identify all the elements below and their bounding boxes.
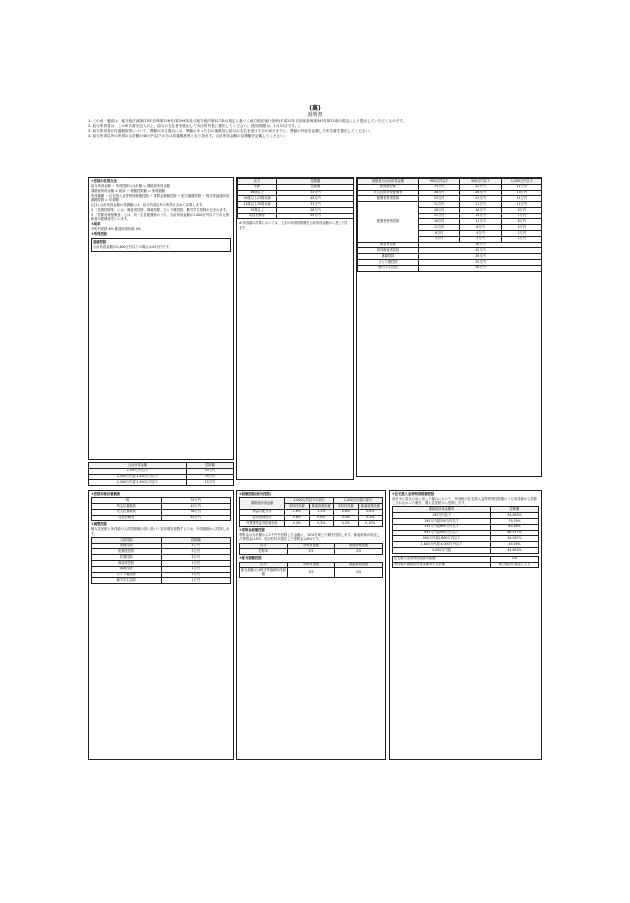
basic-deduction-box	[91, 238, 231, 252]
table-header-cell: 控除額	[491, 507, 539, 513]
table-cell: 1.6%	[285, 509, 310, 515]
table-cell: 30万円	[419, 248, 543, 254]
table-header-cell: 人的控除	[92, 537, 162, 543]
table-row	[238, 213, 355, 219]
table-cell: 9万円	[501, 207, 542, 213]
document-subheading: 説明書	[307, 112, 323, 118]
table-cell: 0.2%	[334, 521, 359, 527]
table-cell: 老人扶養親族	[92, 509, 162, 515]
table-side-label: 配偶者特別控除	[358, 202, 419, 242]
housing-loan-title: ⑨住宅借入金等特別税額控除	[392, 492, 435, 496]
table-header-cell: 1,000万円超の部分	[334, 498, 383, 504]
table-cell: 45万円	[161, 504, 231, 510]
table-cell: 配偶者控除	[92, 549, 162, 555]
income-deduction-note: ※ 所得割の計算においては、上記の所得控除額を合計所得金額から差し引きます。	[239, 221, 348, 230]
dividend-allotment-table	[239, 562, 383, 578]
basic-deduction-text: 合計所得金額が2,400万円以下の場合は43万円です。	[93, 244, 173, 249]
table-cell: 30万円	[419, 259, 543, 265]
table-cell: ひとり親控除	[92, 572, 162, 578]
rates-title: ②税率	[91, 221, 101, 226]
table-cell: 33万円	[419, 196, 460, 202]
table-header-cell: 控除額	[161, 537, 231, 543]
rates-text: 市町村民税 6% 都道府県民税 4%	[91, 226, 141, 231]
dependent-title: ④控除対象扶養親族	[91, 492, 121, 496]
table-header-cell: 市町村民税	[287, 562, 335, 568]
table-cell: 0.4%	[334, 515, 359, 521]
table-cell: 0.6%	[358, 509, 383, 515]
calculation-method-block	[88, 177, 234, 460]
dividend-credit-title: ⑥税額控除(配当控除)	[239, 492, 272, 496]
table-cell: 79.79%	[491, 519, 539, 525]
table-cell: 7万円	[501, 213, 542, 219]
table-cell: 2万円	[460, 236, 501, 242]
table-cell: 43万円	[187, 468, 234, 474]
table-cell: 94.893%	[491, 513, 539, 519]
donation-credit-title: ⑦寄附金税額控除	[239, 528, 265, 533]
table-header-cell: 950万円以下	[460, 179, 501, 185]
table-cell: 1,800万円超 4,000万円以下	[393, 542, 491, 548]
table-cell: 70歳以上	[238, 207, 277, 213]
table-cell: 11万円	[501, 196, 542, 202]
calc-note-3: 3 「控除対象配偶者」とは、同一生計配偶者のうち、合計所得金額が1,000万円以下である納税者の配偶者をいいます。	[91, 212, 229, 221]
table-cell: 5%	[491, 556, 539, 562]
table-cell: 26万円	[460, 190, 501, 196]
table-header-cell: 区分	[240, 562, 288, 568]
table-cell: 基礎控除	[92, 543, 162, 549]
adjustment-table	[91, 537, 231, 584]
table-header-cell: 都道府県民税	[335, 543, 383, 549]
table-cell: 4万円	[460, 231, 501, 237]
table-row	[240, 521, 383, 527]
table-cell: 26万円	[419, 265, 543, 271]
table-cell: 18万円	[460, 207, 501, 213]
basic-deduction-table	[88, 462, 234, 486]
notes-section	[88, 119, 543, 139]
table-cell: 1万円	[161, 566, 231, 572]
table-row	[240, 568, 383, 577]
table-cell: 44.653%	[491, 547, 539, 553]
table-header-cell: 区分	[240, 543, 288, 549]
dependent-deduction-block	[88, 490, 234, 760]
table-cell: 控除額	[277, 184, 355, 190]
table-cell: 1万円	[161, 578, 231, 584]
table-cell: 年齢	[238, 184, 277, 190]
calc-para: 給与所得金額 − 所得控除の合計額 = 課税総所得金額	[91, 183, 170, 188]
table-cell: 地方税法の規定による	[491, 562, 539, 568]
table-cell: 寡婦控除	[358, 254, 419, 260]
housing-loan-text: 前年中に居住の用に供した場合において、所得税の住宅借入金等特別控除額のうち所得税から控除しきれなかった額を、個人住民税から控除します。	[392, 496, 537, 506]
table-cell: 配当割額又は株式等譲渡所得割額	[241, 567, 286, 576]
table-cell: 195万円以下	[393, 513, 491, 519]
table-cell: 22万円	[460, 184, 501, 190]
table-header-cell: 課税総所得金額等	[393, 507, 491, 513]
table-cell: 1万円	[501, 236, 542, 242]
table-cell: 21万円	[419, 213, 460, 219]
table-header-cell: 都道府県民税	[335, 562, 383, 568]
table-header-cell: 1,000万円以下	[501, 179, 542, 185]
table-row	[393, 562, 539, 568]
table-cell: 195万円超330万円以下	[393, 519, 491, 525]
table-cell: 11万円	[501, 202, 542, 208]
table-cell: 45万円	[277, 196, 355, 202]
housing-loan-table	[392, 506, 539, 553]
income-deduction-block	[236, 177, 354, 480]
table-cell: 0.3%	[358, 515, 383, 521]
table-cell: 扶養控除	[92, 555, 162, 561]
table-cell: 11万円	[460, 219, 501, 225]
table-cell: 証券投資信託	[240, 515, 285, 521]
dividend-allotment-title: ⑧配当割額控除	[239, 556, 262, 561]
calc-formula-2: 所得割額 − 住宅借入金等特別税額控除 − 寄附金税額控除 − 配当割額控除 − 株式等譲渡所得割額控除 = 年税額	[91, 193, 230, 202]
table-header-cell: 都道府県民税	[358, 504, 383, 510]
table-row	[240, 549, 383, 555]
table-cell: 2,400万円超 2,450万円以下	[89, 474, 187, 480]
table-cell: 一般	[92, 498, 162, 504]
table-cell: 33万円	[419, 184, 460, 190]
table-cell: 1万円	[161, 561, 231, 567]
table-cell: 勤労学生控除	[358, 265, 419, 271]
table-cell: 2,400万円以下	[89, 468, 187, 474]
table-header-cell: 市町村民税	[334, 504, 359, 510]
housing-loan-credit-block	[389, 490, 542, 760]
table-cell: 900万円超1,800万円以下	[393, 536, 491, 542]
table-cell: 6万円	[501, 219, 542, 225]
table-cell: 2/5	[335, 568, 383, 577]
table-cell: 66.517%	[491, 530, 539, 536]
table-cell: 0.4%	[285, 521, 310, 527]
table-cell: 同居老親等	[238, 213, 277, 219]
table-cell: 69.58%	[491, 524, 539, 530]
table-cell: 695万円超900万円以下	[393, 530, 491, 536]
table-cell: 5万円	[161, 549, 231, 555]
table-cell: 3/5	[287, 549, 335, 555]
table-cell: 26万円	[419, 242, 543, 248]
income-deduction-table	[237, 178, 354, 219]
calc-note-2: 2 「扶養控除等」には、障害者控除、寡婦控除、ひとり親控除、勤労学生控除が含まれます。	[91, 207, 230, 212]
table-cell: 11万円	[501, 184, 542, 190]
table-cell: 16万円	[419, 219, 460, 225]
table-row	[358, 265, 543, 271]
table-cell: 外貨建等証券投資信託	[240, 521, 285, 527]
calc-title: ①控除の計算方法	[91, 179, 117, 183]
table-cell: 38万円	[419, 190, 460, 196]
table-cell: 2,450万円超 2,500万円以下	[89, 480, 187, 486]
table-cell: 33万円	[277, 202, 355, 208]
table-cell: 3万円	[419, 236, 460, 242]
table-cell: 8万円	[460, 225, 501, 231]
table-cell: 寡婦控除	[92, 566, 162, 572]
table-header-cell: 市町村民税	[285, 504, 310, 510]
table-cell: 住宅借入金等特別控除可能額	[393, 556, 491, 562]
calc-formula-1: 課税総所得金額 × 税率 − 税額控除額 = 所得割額	[91, 188, 165, 193]
table-cell: 45万円	[277, 213, 355, 219]
table-cell: ひとり親控除	[358, 259, 419, 265]
table-cell: 0.3%	[309, 521, 334, 527]
spouse-deduction-table	[357, 178, 542, 272]
table-cell: 所得税の課税総所得金額等の合計額	[393, 562, 491, 568]
table-cell: 38万円	[161, 509, 231, 515]
table-cell: 5万円	[161, 543, 231, 549]
table-cell: 23歳以上70歳未満	[238, 202, 277, 208]
table-cell: 特定扶養親族	[92, 504, 162, 510]
table-header-cell: 控除額	[187, 463, 234, 469]
table-cell: 1万円	[161, 572, 231, 578]
table-cell: 0.15%	[358, 521, 383, 527]
table-cell: 19歳以上23歳未満	[238, 196, 277, 202]
table-cell: 0.6%	[309, 515, 334, 521]
donation-credit-text: 寄附金の合計額から2千円を控除した金額に、10%を乗じた額を控除します。都道府県が指定した寄附金は4%、市区町村が指定した寄附金は6%です。	[239, 533, 381, 542]
table-cell: 特別障害者控除	[358, 248, 419, 254]
table-header-cell: 都道府県民税	[309, 504, 334, 510]
table-cell: 11万円	[419, 225, 460, 231]
table-header-cell: 合計所得金額	[89, 463, 187, 469]
table-cell: 1.2%	[309, 509, 334, 515]
table-header-cell: 900万円以下	[419, 179, 460, 185]
table-header-cell: 控除額	[277, 179, 355, 185]
table-cell: 33万円	[161, 498, 231, 504]
table-cell: 45万円	[161, 515, 231, 521]
table-cell: 58.287%	[491, 536, 539, 542]
table-cell: 0.8%	[334, 509, 359, 515]
table-cell: 29万円	[187, 474, 234, 480]
table-cell: 4,000万円超	[393, 547, 491, 553]
calc-note-1: (注1) 合計所得金額の見積額には、給与所得以外の所得も含めて計算します。	[91, 202, 206, 207]
table-cell: 15万円	[187, 480, 234, 486]
table-cell: 38万円	[277, 207, 355, 213]
table-row	[92, 515, 231, 521]
table-cell: 3/5	[287, 568, 335, 577]
deductions-title: ③所得控除	[91, 231, 107, 236]
table-cell: 330万円超695万円以下	[393, 524, 491, 530]
table-cell: 0.8%	[285, 515, 310, 521]
table-cell: 14万円	[460, 213, 501, 219]
note-3: 3. 給与所得者の扶養親族等について、異動がある場合には、異動のあった日の後最初に給与の支払を受ける日の前日までに、異動の内容を記載した申告書を提出してください。	[88, 129, 373, 133]
table-cell: 同居老親等	[92, 515, 162, 521]
note-1: 1. この表・裏面は、地方税法(昭和25年法律第226号)第294条及び地方税法第317条の規定に基づく地方税法施行条例(平成27年自治体条例第34号)第23条の規定により提出していただくものです。	[88, 119, 407, 123]
housing-loan-limit-table	[392, 556, 539, 569]
table-cell: 老人控除対象配偶者	[358, 190, 419, 196]
table-cell: 33万円	[277, 190, 355, 196]
donation-credit-table	[239, 543, 383, 556]
spouse-deduction-block	[356, 177, 542, 477]
table-header-cell: 納税者の合計所得金額	[358, 179, 419, 185]
dividend-credit-table	[239, 497, 383, 527]
table-cell: 障害者控除	[92, 561, 162, 567]
table-cell: 配偶者控除	[358, 184, 419, 190]
table-cell: 26万円	[419, 207, 460, 213]
dependent-table	[91, 497, 231, 521]
table-header-cell: 市町村民税	[287, 543, 335, 549]
table-cell: 配偶者特別控除	[358, 196, 419, 202]
table-cell: 2/5	[335, 549, 383, 555]
table-cell: 21万円	[460, 202, 501, 208]
table-cell: 障害者控除	[358, 242, 419, 248]
table-cell: 31万円	[419, 202, 460, 208]
table-cell: 6万円	[419, 231, 460, 237]
adjustment-text: 個人住民税と所得税の人的控除額の差に基づく負担増を調整するため、所得割額から控除します。	[91, 527, 230, 536]
note-2: 2. 給与所得者は、この申告書を記入の上、給与の支払者を経由して市区町村長に提出してください。(提出期限は、1月31日です。)	[88, 124, 300, 128]
table-header-cell: 区分	[238, 179, 277, 185]
table-cell: 2万円	[501, 231, 542, 237]
basic-deduction-title: 基礎控除	[93, 239, 107, 244]
table-cell: 13万円	[501, 190, 542, 196]
table-cell: 利益の配当等	[240, 509, 285, 515]
document-heading: (裏)	[309, 105, 321, 112]
table-cell: 16歳以上	[238, 190, 277, 196]
note-4: 4. 給与所得以外の所得の合計額が48万円以下の方は扶養親族等となり得ます。合計所得金額の見積額を記載してください。	[88, 134, 288, 138]
table-cell: 4万円	[501, 225, 542, 231]
table-cell: 49.16%	[491, 542, 539, 548]
table-row	[89, 480, 234, 486]
table-cell: 勤労学生控除	[92, 578, 162, 584]
tax-credit-block	[236, 490, 386, 760]
table-row	[92, 578, 231, 584]
table-header-cell: 課税総所得金額	[240, 498, 285, 510]
table-cell: 控除率	[240, 549, 288, 555]
table-cell: 22万円	[460, 196, 501, 202]
table-cell: 26万円	[419, 254, 543, 260]
table-cell: 5万円	[161, 555, 231, 561]
table-row	[393, 547, 539, 553]
table-header-cell: 1,000万円以下の部分	[285, 498, 334, 504]
adjustment-title: ⑤調整控除	[91, 522, 107, 527]
